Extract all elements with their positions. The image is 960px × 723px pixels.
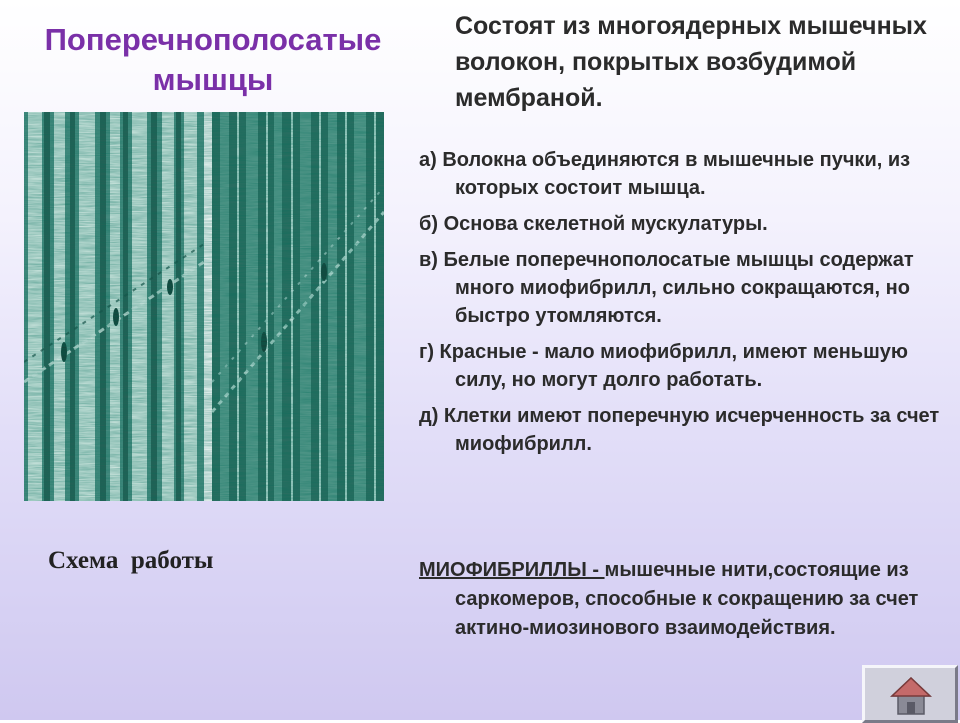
house-icon: [890, 676, 932, 716]
slide-title: Поперечнополосатые мышцы: [44, 22, 382, 97]
intro-text: Состоят из многоядерных мышечных волокон, покрытых возбудимой мембраной.: [455, 12, 927, 112]
list-item: б) Основа скелетной мускулатуры.: [419, 213, 768, 235]
list-item: в) Белые поперечнополосатые мышцы содержат много миофибрилл, сильно сокращаются, но быстро утомляются.: [419, 249, 914, 327]
list-item: д) Клетки имеют поперечную исчерченность за счет миофибрилл.: [419, 405, 940, 455]
list-item: а) Волокна объединяются в мышечные пучки, из которых состоит мышца.: [419, 149, 911, 199]
list-item: г) Красные - мало миофибрилл, имеют меньшую силу, но могут долго работать.: [419, 341, 908, 391]
myofibril-definition: [419, 556, 960, 643]
definition-text: мышечные нити,состоящие из саркомеров, способные к сокращению за счет актино-миозинового взаимодействия.: [455, 559, 919, 639]
scheme-caption: Схема работы: [48, 547, 214, 574]
muscle-fiber-micrograph: [24, 112, 384, 501]
home-button[interactable]: [862, 665, 958, 723]
definition-term: МИОФИБРИЛЛЫ -: [419, 559, 605, 581]
properties-list: [419, 146, 954, 466]
